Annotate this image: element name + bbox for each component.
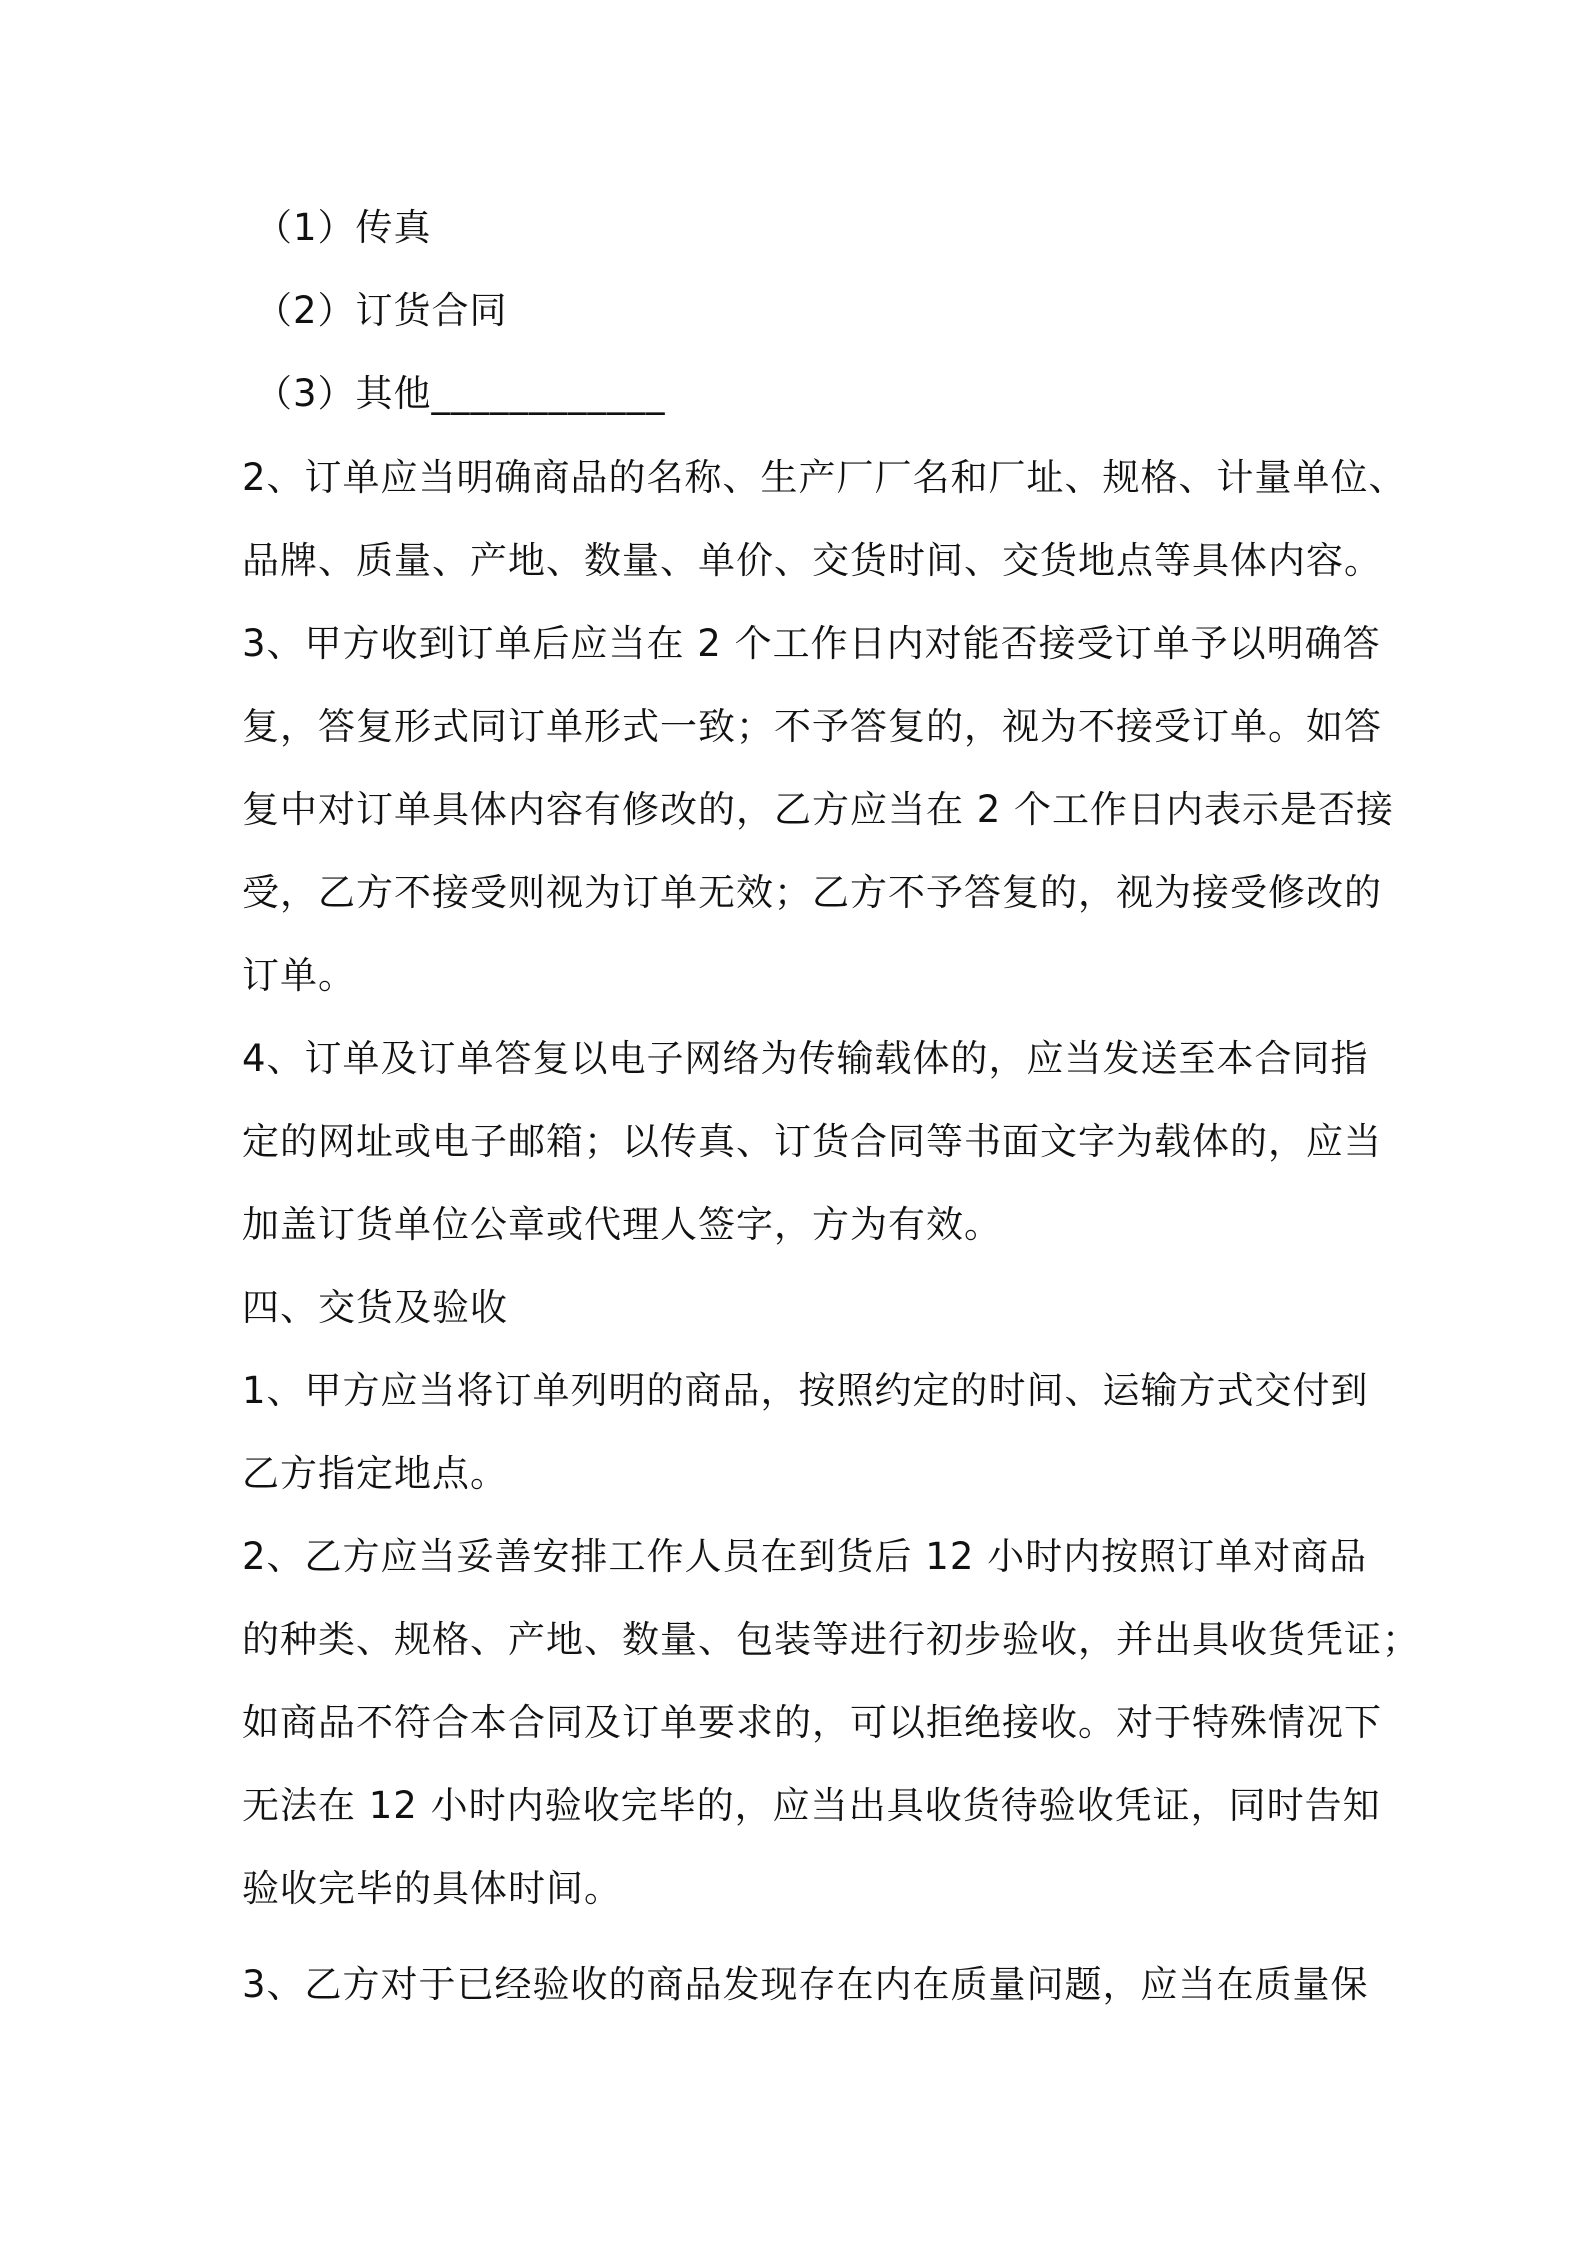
clause-4-line-2: 定的网址或电子邮箱；以传真、订货合同等书面文字为载体的，应当: [242, 1120, 1382, 1163]
delivery-clause-3-line-1: 3、乙方对于已经验收的商品发现存在内在质量问题，应当在质量保: [242, 1963, 1369, 2006]
option-order-contract: （2）订货合同: [255, 289, 508, 332]
delivery-clause-1-line-1: 1、甲方应当将订单列明的商品，按照约定的时间、运输方式交付到: [242, 1369, 1369, 1412]
delivery-clause-2-line-5: 验收完毕的具体时间。: [242, 1867, 622, 1910]
delivery-clause-2-line-3: 如商品不符合本合同及订单要求的，可以拒绝接收。对于特殊情况下: [242, 1701, 1382, 1744]
delivery-clause-2-line-2: 的种类、规格、产地、数量、包装等进行初步验收，并出具收货凭证；: [242, 1618, 1420, 1661]
clause-4-line-3: 加盖订货单位公章或代理人签字，方为有效。: [242, 1203, 1002, 1246]
clause-3-line-2: 复，答复形式同订单形式一致；不予答复的，视为不接受订单。如答: [242, 705, 1382, 748]
clause-4-line-1: 4、订单及订单答复以电子网络为传输载体的，应当发送至本合同指: [242, 1037, 1369, 1080]
delivery-clause-2-line-4: 无法在 12 小时内验收完毕的，应当出具收货待验收凭证，同时告知: [242, 1784, 1381, 1827]
clause-3-line-5: 订单。: [242, 954, 356, 997]
delivery-clause-1-line-2: 乙方指定地点。: [242, 1452, 508, 1495]
delivery-clause-2-line-1: 2、乙方应当妥善安排工作人员在到货后 12 小时内按照订单对商品: [242, 1535, 1368, 1578]
clause-3-line-4: 受，乙方不接受则视为订单无效；乙方不予答复的，视为接受修改的: [242, 871, 1382, 914]
section-heading-delivery: 四、交货及验收: [242, 1286, 508, 1329]
clause-3-line-1: 3、甲方收到订单后应当在 2 个工作日内对能否接受订单予以明确答: [242, 622, 1381, 665]
clause-2-line-2: 品牌、质量、产地、数量、单价、交货时间、交货地点等具体内容。: [242, 539, 1382, 582]
clause-3-line-3: 复中对订单具体内容有修改的，乙方应当在 2 个工作日内表示是否接: [242, 788, 1395, 831]
option-other: （3）其他____________: [255, 372, 666, 415]
option-fax: （1）传真: [255, 206, 432, 249]
clause-2-line-1: 2、订单应当明确商品的名称、生产厂厂名和厂址、规格、计量单位、: [242, 456, 1407, 499]
